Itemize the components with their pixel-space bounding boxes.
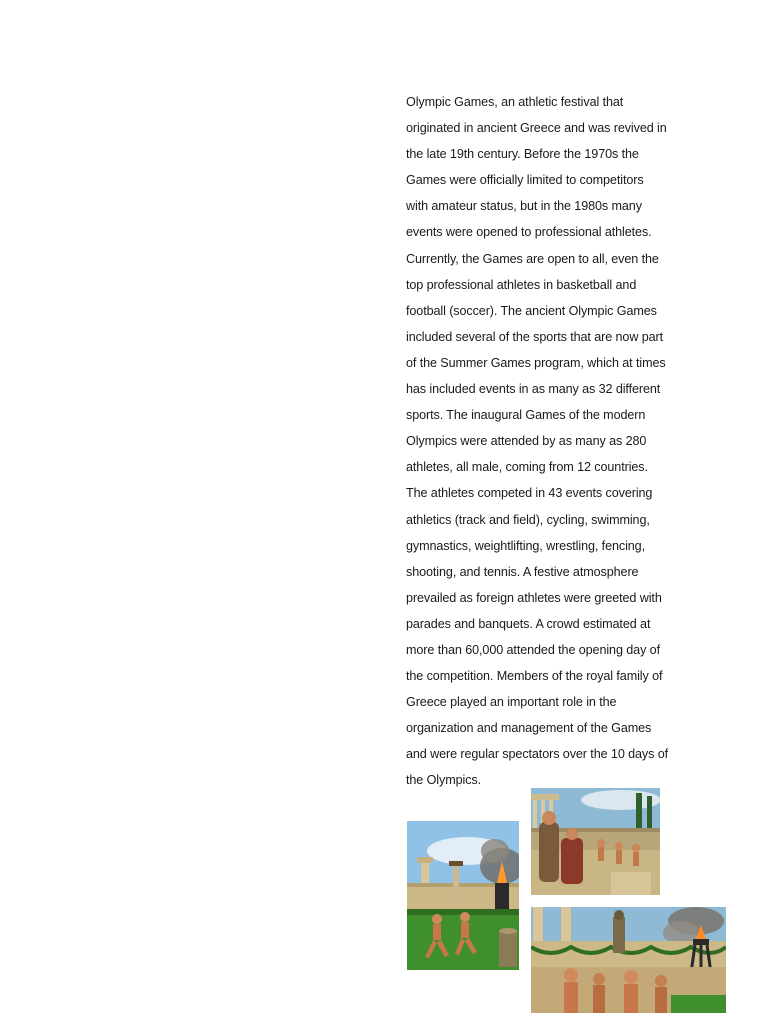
illustration-ancient-stadium: [531, 788, 660, 895]
article-line: of the Summer Games program, which at times: [406, 355, 666, 370]
article-line: gymnastics, weightlifting, wrestling, fencing,: [406, 538, 645, 553]
illustration-runners-torch: [407, 821, 519, 970]
article-line: football (soccer). The ancient Olympic Games: [406, 303, 657, 318]
article-line: included several of the sports that are now part: [406, 329, 664, 344]
article-text: [406, 89, 696, 794]
article-line: the competition. Members of the royal family of: [406, 669, 663, 684]
article-line: with amateur status, but in the 1980s many: [406, 199, 642, 214]
article-line: prevailed as foreign athletes were greeted with: [406, 590, 662, 605]
article-line: has included events in as many as 32 different: [406, 382, 661, 397]
article-line: the late 19th century. Before the 1970s the: [406, 147, 639, 162]
article-line: events were opened to professional athletes.: [406, 225, 652, 240]
article-line: more than 60,000 attended the opening day of: [406, 642, 660, 657]
article-line: Currently, the Games are open to all, even the: [406, 251, 659, 266]
article-line: Greece played an important role in the: [406, 695, 617, 710]
article-line: Games were officially limited to competitors: [406, 173, 644, 188]
article-line: Olympics were attended by as many as 280: [406, 434, 647, 449]
article-line: sports. The inaugural Games of the modern: [406, 408, 646, 423]
article-line: and were regular spectators over the 10 days of: [406, 747, 669, 762]
article-line: athletes, all male, coming from 12 countries.: [406, 460, 648, 475]
article-line: organization and management of the Games: [406, 721, 652, 736]
article-line: Olympic Games, an athletic festival that: [406, 95, 624, 109]
article-line: The athletes competed in 43 events covering: [406, 486, 653, 501]
article-line: parades and banquets. A crowd estimated at: [406, 616, 651, 631]
article-line: shooting, and tennis. A festive atmosphere: [406, 564, 639, 579]
article-line: athletics (track and field), cycling, swimming,: [406, 512, 650, 527]
article-line: originated in ancient Greece and was revived in: [406, 121, 667, 136]
article-line: the Olympics.: [406, 773, 481, 788]
article-line: top professional athletes in basketball and: [406, 277, 637, 292]
illustration-stadium-ceremony: [531, 907, 726, 1013]
